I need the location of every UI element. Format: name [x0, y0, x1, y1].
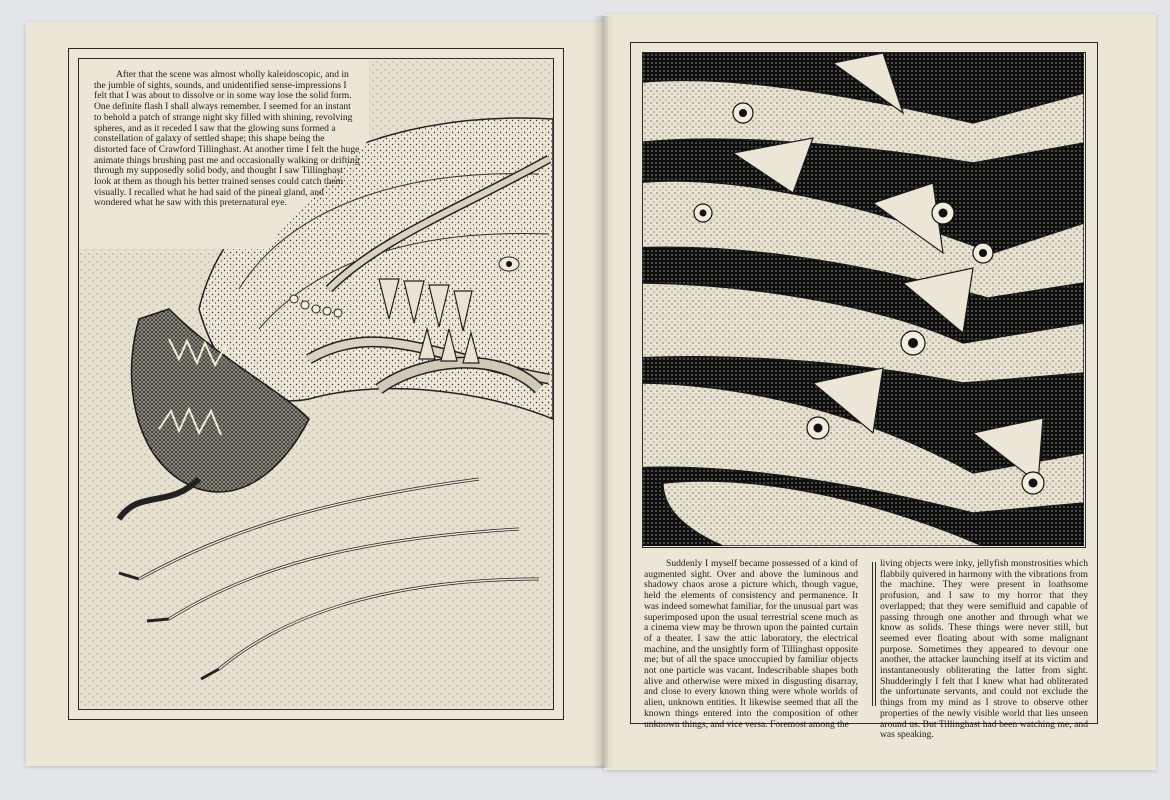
left-page-paragraph [94, 70, 360, 209]
right-illustration [643, 53, 1084, 546]
column-divider-2 [875, 562, 876, 706]
page-gutter-shadow [592, 16, 616, 768]
right-page-column-1 [644, 559, 858, 730]
column-divider [872, 562, 873, 706]
left-paragraph-text: After that the scene was almost wholly kaleidoscopic, and in the jumble of sights, sounds, and unidentified sense-impressions I felt that I was about to dissolve or in some way lose the solid form. One definite flash I shall always remember. I seemed for an instant to behold a patch of strange night sky filled with shining, revolving spheres, and as it receded I saw that the glowing suns formed a constellation of galaxy of settled shape; this shape being the distorted face of Crawford Tillinghast. At another time I felt the huge animate things brushing past me and occasionally walking or drifting through my supposedly solid body, and thought I saw Tillinghast look at them as though his better trained senses could catch them visually. I recalled what he had said of the pineal gland, and wondered what he saw with this preternatural eye. [94, 69, 360, 209]
right-page-column-2 [880, 559, 1088, 741]
right-column-2-text: living objects were inky, jellyfish monstrosities which flabbily quivered in harmony with the vibrations from the machine. They were present in loathsome profusion, and I saw to my horror that they overlapped; that they were semifluid and capable of passing through one another and through what we know as solids. These things were never still, but seemed ever floating about with some malignant purpose. Sometimes they appeared to devour one another, the attacker launching itself at its victim and instantaneously obliterating the latter from sight. Shudderingly I felt that I knew what had obliterated the unfortunate servants, and could not exclude the things from my mind as I strove to observe other properties of the newly visible world that lies unseen around us. But Tillinghast had been watching me, and was speaking. [880, 558, 1088, 741]
right-column-1-text: Suddenly I myself became possessed of a kind of augmented sight. Over and above the luminous and shadowy chaos arose a picture which, though vague, held the elements of consistency and permanence. It was indeed somewhat familiar, for the unusual part was superimposed upon the usual terrestrial scene much as a cinema view may be thrown upon the painted curtain of a theater. I saw the attic laboratory, the electrical machine, and the unsightly form of Tillinghast opposite me; but of all the space unoccupied by familiar objects not one particle was vacant. Indescribable shapes both alive and otherwise were mixed in disgusting disarray, and close to every known thing were whole worlds of alien, unknown entities. It likewise seemed that all the known things entered into the composition of other unknown things, and vice versa. Foremost among the [644, 558, 858, 730]
